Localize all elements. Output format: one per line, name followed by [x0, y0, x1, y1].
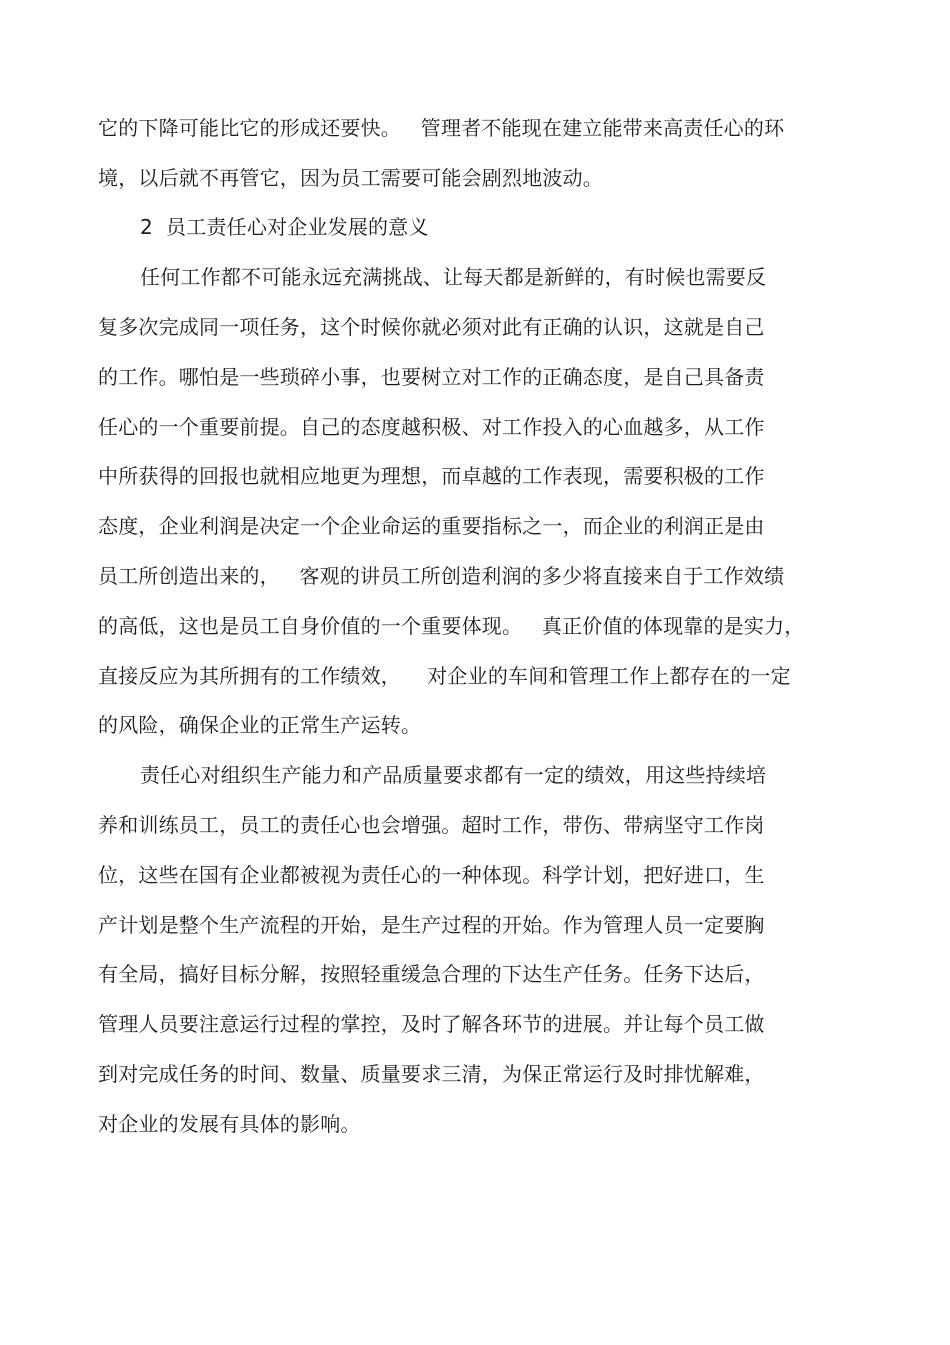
text-line: 有全局，搞好目标分解，按照轻重缓急合理的下达生产任务。任务下达后，: [98, 962, 765, 986]
text-line: 中所获得的回报也就相应地更为理想，而卓越的工作表现，需要积极的工作: [98, 464, 765, 488]
text-line: 它的下降可能比它的形成还要快。 管理者不能现在建立能带来高责任心的环: [98, 116, 785, 140]
text-line: 境，以后就不再管它，因为员工需要可能会剧烈地波动。: [98, 166, 603, 190]
text-line: 到对完成任务的时间、数量、质量要求三清，为保正常运行及时排忧解难，: [98, 1062, 765, 1086]
text-line: 位，这些在国有企业都被视为责任心的一种体现。科学计划，把好进口，生: [98, 863, 765, 887]
text-line: 管理人员要注意运行过程的掌控，及时了解各环节的进展。并让每个员工做: [98, 1012, 765, 1036]
text-line: 复多次完成同一项任务，这个时候你就必须对此有正确的认识，这就是自己: [98, 315, 765, 339]
text-line: 任何工作都不可能永远充满挑战、让每天都是新鲜的，有时候也需要反: [140, 265, 767, 289]
text-line: 责任心对组织生产能力和产品质量要求都有一定的绩效，用这些持续培: [140, 763, 767, 787]
text-line: 直接反应为其所拥有的工作绩效， 对企业的车间和管理工作上都存在的一定: [98, 664, 791, 688]
text-line: 态度，企业利润是决定一个企业命运的重要指标之一，而企业的利润正是由: [98, 514, 765, 538]
text-line: 任心的一个重要前提。自己的态度越积极、对工作投入的心血越多，从工作: [98, 415, 765, 439]
text-line: 的工作。哪怕是一些琐碎小事，也要树立对工作的正确态度，是自己具备责: [98, 365, 765, 389]
text-line: 的风险，确保企业的正常生产运转。: [98, 713, 422, 737]
section-heading: 2 员工责任心对企业发展的意义: [140, 215, 429, 239]
text-line: 养和训练员工，员工的责任心也会增强。超时工作，带伤、带病坚守工作岗: [98, 813, 765, 837]
text-line: 员工所创造出来的， 客观的讲员工所创造利润的多少将直接来自于工作效绩: [98, 564, 785, 588]
text-line: 的高低，这也是员工自身价值的一个重要体现。 真正价值的体现靠的是实力，: [98, 614, 805, 638]
text-line: 对企业的发展有具体的影响。: [98, 1112, 361, 1136]
text-line: 产计划是整个生产流程的开始，是生产过程的开始。作为管理人员一定要胸: [98, 913, 765, 937]
